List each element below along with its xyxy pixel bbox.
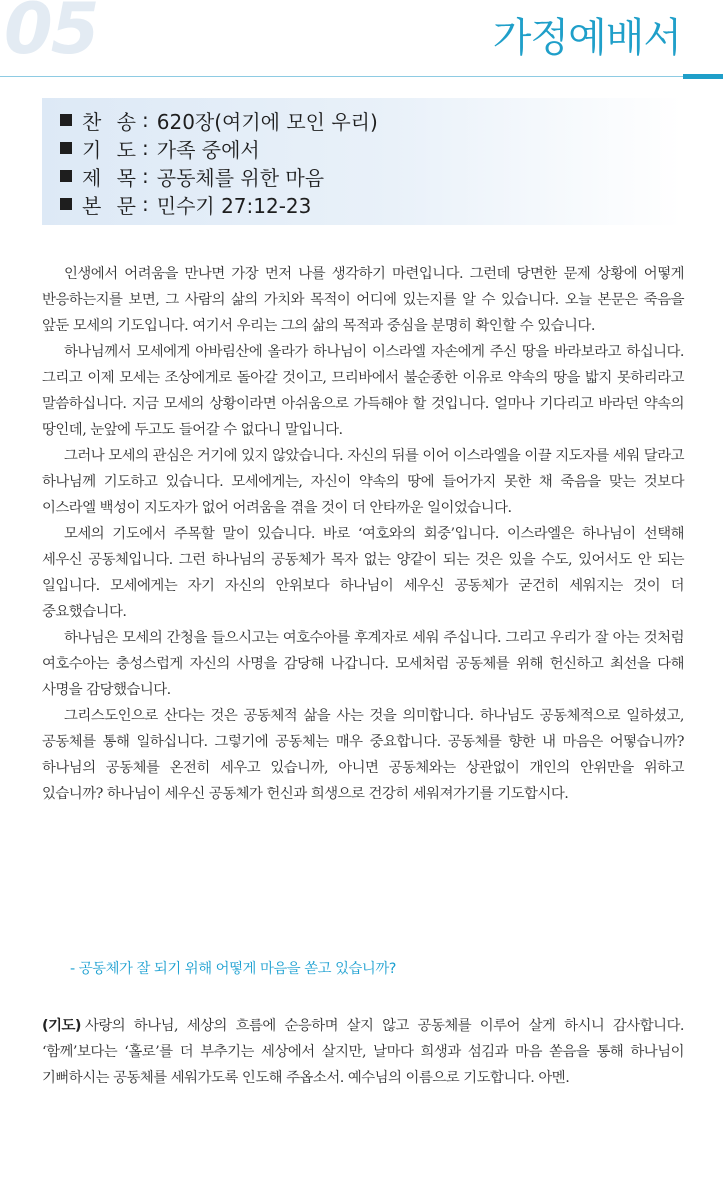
worship-info-list [42,98,682,218]
info-colon: : [142,108,149,132]
info-row-hymn [60,106,682,134]
square-bullet-icon [60,170,72,182]
info-label-char: 송 [116,109,136,134]
info-row-subject [60,162,682,190]
info-value-prayer: 가족 중에서 [156,137,260,162]
square-bullet-icon [60,198,72,210]
info-colon: : [142,164,149,188]
info-row-scripture [60,190,682,218]
square-bullet-icon [60,142,72,154]
reflection-question: - 공동체가 잘 되기 위해 어떻게 마음을 쏟고 있습니까? [70,961,396,977]
prayer-text: 사랑의 하나님, 세상의 흐름에 순응하며 살지 않고 공동체를 이루어 살게 하시니 감사합니다. ‘함께’보다는 ‘홀로’를 더 부추기는 세상에서 살지만, 날마다 희생과 섬김과 마음 쏟음을 통해 하나님이 기뻐하시는 공동체를 세워가도록 인도해 주옵소서. 예수님의 이름으로 기도합니다. 아멘. [42,1018,684,1086]
info-value-scripture: 민수기 27:12-23 [156,193,312,218]
info-colon: : [142,192,149,216]
info-value-hymn: 620장(여기에 모인 우리) [156,109,378,134]
info-label-subject [82,162,136,191]
sermon-paragraph: 인생에서 어려움을 만나면 가장 먼저 나를 생각하기 마련입니다. 그런데 당면한 문제 상황에 어떻게 반응하는지를 보면, 그 사람의 삶의 가치와 목적이 어디에 있는지를 알 수 있습니다. 오늘 본문은 죽음을 앞둔 모세의 기도입니다. 여기서 우리는 그의 삶의 목적과 중심을 분명히 확인할 수 있습니다. [42,266,684,334]
worship-info-box [42,98,682,225]
page-title: 가정예배서 [492,15,681,61]
page-number: 05 [4,0,98,70]
sermon-body [42,261,684,807]
sermon-paragraph: 그리스도인으로 산다는 것은 공동체적 삶을 사는 것을 의미합니다. 하나님도 공동체적으로 일하셨고, 공동체를 통해 일하십니다. 그렇기에 공동체는 매우 중요합니다. 공동체를 향한 내 마음은 어떻습니까? 하나님의 공동체를 온전히 세우고 있습니까, 아니면 공동체와는 상관없이 개인의 안위만을 위하고 있습니까? 하나님이 세우신 공동체가 헌신과 희생으로 건강히 세워져가기를 기도합시다. [42,708,684,802]
sermon-paragraph: 그러나 모세의 관심은 거기에 있지 않았습니다. 자신의 뒤를 이어 이스라엘을 이끌 지도자를 세워 달라고 하나님께 기도하고 있습니다. 모세에게는, 자신이 약속의 땅에 들어가지 못한 채 죽음을 맞는 것보다 이스라엘 백성이 지도자가 없어 어려움을 겪을 것이 더 안타까운 일이었습니다. [42,448,684,516]
info-label-scripture [82,190,136,219]
info-label-char: 제 [82,165,102,190]
info-label-char: 찬 [82,109,102,134]
info-label-char: 도 [116,137,136,162]
info-label-prayer [82,134,136,163]
info-label-char: 목 [116,165,136,190]
prayer-label: (기도) [42,1018,81,1034]
info-label-char: 기 [82,137,102,162]
info-colon: : [142,136,149,160]
info-row-prayer [60,134,682,162]
sermon-paragraph: 하나님께서 모세에게 아바림산에 올라가 하나님이 이스라엘 자손에게 주신 땅을 바라보라고 하십니다. 그리고 이제 모세는 조상에게로 돌아갈 것이고, 므리바에서 불순종한 이유로 약속의 땅을 밟지 못하리라고 말씀하십니다. 지금 모세의 상황이라면 아쉬움으로 가득해야 할 것입니다. 얼마나 기다리고 바라던 약속의 땅인데, 눈앞에 두고도 들어갈 수 없다니 말입니다. [42,344,684,438]
title-divider [0,76,723,77]
info-label-char: 본 [82,193,102,218]
closing-prayer [42,1013,684,1091]
square-bullet-icon [60,114,72,126]
info-label-hymn [82,106,136,135]
info-value-subject: 공동체를 위한 마음 [156,165,325,190]
sermon-paragraph: 모세의 기도에서 주목할 말이 있습니다. 바로 ‘여호와의 회중’입니다. 이스라엘은 하나님이 선택해 세우신 공동체입니다. 그런 하나님의 공동체가 목자 없는 양같이 되는 것은 있을 수도, 있어서도 안 되는 일입니다. 모세에게는 자기 자신의 안위보다 하나님이 세우신 공동체가 굳건히 세워지는 것이 더 중요했습니다. [42,526,684,620]
title-divider-accent [683,74,723,79]
sermon-paragraph: 하나님은 모세의 간청을 들으시고는 여호수아를 후계자로 세워 주십니다. 그리고 우리가 잘 아는 것처럼 여호수아는 충성스럽게 자신의 사명을 감당해 나갑니다. 모세처럼 공동체를 위해 헌신하고 최선을 다해 사명을 감당했습니다. [42,630,684,698]
info-label-char: 문 [116,193,136,218]
